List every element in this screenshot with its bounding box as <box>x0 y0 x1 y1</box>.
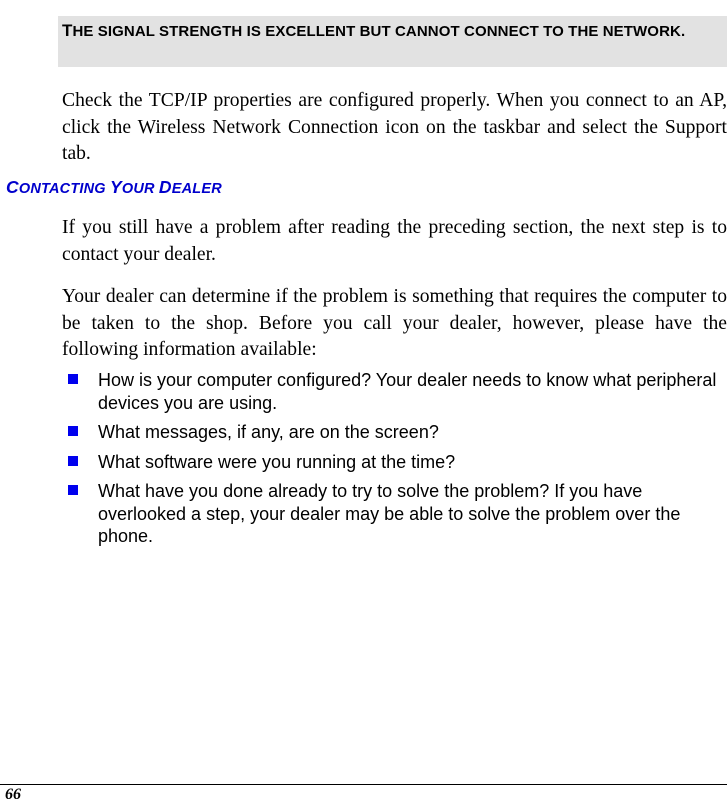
heading-rest-your: OUR <box>121 181 159 197</box>
square-bullet-icon <box>68 485 78 495</box>
square-bullet-icon <box>68 426 78 436</box>
square-bullet-icon <box>68 456 78 466</box>
heading-initial-c: C <box>6 177 19 197</box>
info-checklist <box>62 369 722 555</box>
list-item-text: What have you done already to try to solve the problem? If you have overlooked a step, your dealer may be able to solve the problem over the phone. <box>98 481 681 546</box>
troubleshoot-paragraph: Check the TCP/IP properties are configured properly. When you connect to an AP, click the Wireless Network Connection icon on the taskbar and select the Support tab. <box>62 90 727 164</box>
heading-rest-dealer: EALER <box>171 181 222 197</box>
topic-box <box>58 16 727 67</box>
heading-initial-y: Y <box>109 177 122 197</box>
list-item <box>62 451 722 474</box>
body-paragraph: If you still have a problem after reading the preceding section, the next step is to contact your dealer. <box>62 217 727 265</box>
list-item <box>62 421 722 444</box>
page-number: 66 <box>5 786 21 803</box>
footer-divider <box>0 784 727 785</box>
list-item-text: What messages, if any, are on the screen? <box>98 422 439 442</box>
list-item <box>62 369 722 414</box>
list-item-text: How is your computer configured? Your dealer needs to know what peripheral devices you are using. <box>98 370 717 413</box>
topic-title: THE SIGNAL STRENGTH IS EXCELLENT BUT CANNOT CONNECT TO THE NETWORK. <box>62 21 686 40</box>
body-paragraph: Your dealer can determine if the problem is something that requires the computer to be taken to the shop. Before you call your dealer, however, please have the following information available: <box>62 286 727 360</box>
list-item <box>62 480 722 548</box>
heading-rest-contacting: ONTACTING <box>18 181 110 197</box>
square-bullet-icon <box>68 374 78 384</box>
list-item-text: What software were you running at the time? <box>98 451 456 472</box>
section-heading <box>6 177 222 199</box>
heading-initial-d: D <box>158 177 172 197</box>
